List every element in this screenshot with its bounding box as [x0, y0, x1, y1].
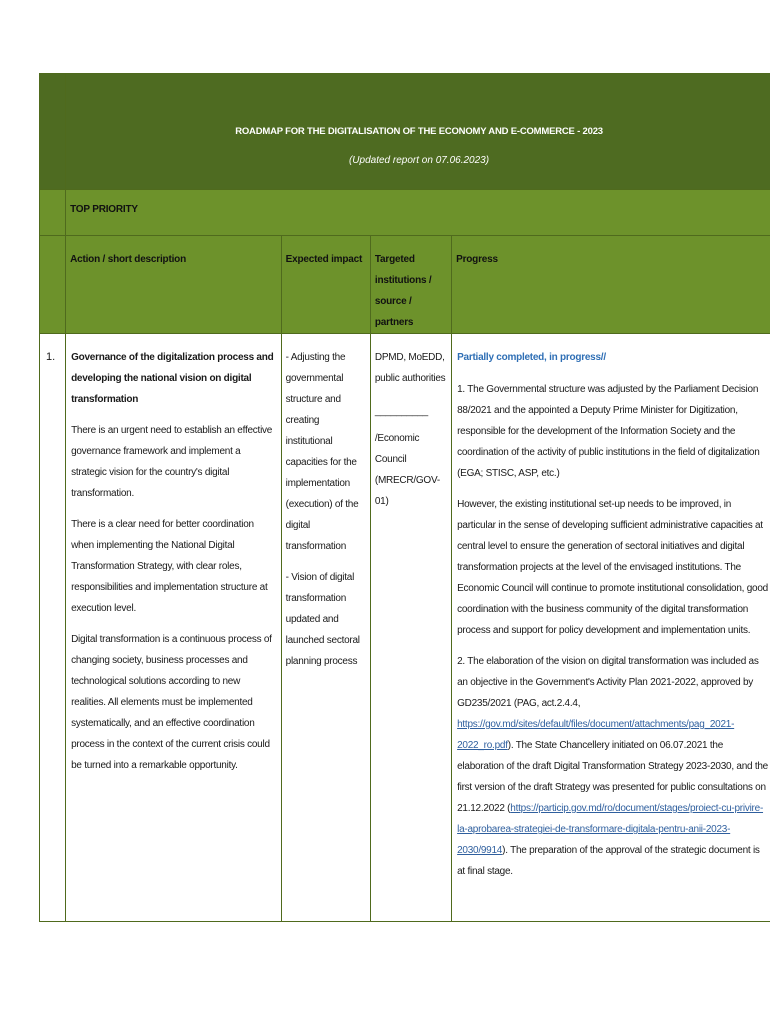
- row-number: 1.: [46, 351, 56, 363]
- document-title: ROADMAP FOR THE DIGITALISATION OF THE ECONOMY AND E-COMMERCE - 2023: [235, 126, 603, 137]
- impact-item: - Adjusting the governmental structure and creating institutional capacities for the implementation (execution) of the digital transformation: [285, 352, 359, 552]
- targeted-cell: [370, 334, 451, 922]
- priority-row: [40, 190, 770, 236]
- progress-text: ). The State Chancellery initiated on 06.07.2021 the elaboration of the draft Digital Transformation Strategy 2023-2030, and the first version of the draft Strategy was presented for public consultations on 21.12.2022 (: [457, 740, 768, 814]
- progress-paragraph: 1. The Governmental structure was adjusted by the Parliament Decision 88/2021 and the appointed a Deputy Prime Minister for Digitization, responsible for the development of the Information Society and the coordination of the activity of public institutions in the field of digitalization (EGA; STISC, ASP, etc.): [457, 384, 760, 479]
- targeted-separator: __________: [374, 406, 428, 417]
- action-title: Governance of the digitalization process and developing the national vision on digital transformation: [71, 352, 274, 405]
- targeted-secondary: /Economic Council (MRECR/GOV-01): [374, 433, 440, 507]
- column-header-row: [40, 236, 770, 334]
- action-paragraph: There is an urgent need to establish an effective governance framework and implement a strategic vision for the country's digital transformation.: [71, 425, 273, 499]
- action-paragraph: There is a clear need for better coordination when implementing the National Digital Transformation Strategy, with clear roles, responsibilities and implementation structure at execution level.: [71, 519, 268, 614]
- action-cell: [66, 334, 282, 922]
- column-header-progress: Progress: [456, 254, 498, 265]
- impact-cell: [281, 334, 370, 922]
- column-header-impact: Expected impact: [285, 254, 363, 265]
- table-row: [40, 334, 770, 922]
- targeted-primary: DPMD, MoEDD, public authorities: [374, 352, 446, 384]
- title-cell: [66, 74, 770, 190]
- progress-paragraph: However, the existing institutional set-up needs to be improved, in particular in the sense of developing sufficient administrative capacities at central level to ensure the generation of sectoral initiatives and digital transformation projects at the level of the envisaged institutions. The Economic Council will continue to promote institutional consolidation, good coordination with the business community of the digital transformation process and support for policy development and implementation units.: [457, 499, 768, 636]
- document-subtitle: (Updated report on 07.06.2023): [348, 155, 490, 166]
- progress-status: Partially completed, in progress//: [457, 352, 606, 363]
- progress-text: 2. The elaboration of the vision on digital transformation was included as an objective in the Government's Activity Plan 2021-2022, approved by GD235/2021 (PAG, act.2.4.4,: [457, 656, 759, 709]
- title-row: [40, 74, 770, 190]
- column-header-targeted: Targeted institutions / source / partners: [374, 254, 432, 328]
- progress-paragraph: [457, 651, 768, 882]
- action-paragraph: Digital transformation is a continuous process of changing society, business processes and technological solutions according to new realities. All elements must be implemented systematically, and an effective coordination process in the context of the current crisis could be turned into a remarkable opportunity.: [71, 634, 272, 771]
- progress-text: ). The preparation of the approval of the strategic document is at final stage.: [457, 845, 760, 877]
- title-left-cell: [40, 74, 66, 190]
- roadmap-table: [39, 73, 770, 922]
- column-header-action: Action / short description: [70, 254, 186, 265]
- impact-item: - Vision of digital transformation updated and launched sectoral planning process: [285, 572, 360, 667]
- progress-cell: [452, 334, 770, 922]
- priority-label: TOP PRIORITY: [70, 204, 138, 215]
- particip-link[interactable]: https://particip.gov.md/ro/document/stages/proiect-cu-privire-la-aprobarea-strategiei-de-transformare-digitala-pentru-anii-2023-2030/9914: [457, 803, 764, 856]
- pag-link[interactable]: https://gov.md/sites/default/files/document/attachments/pag_2021-2022_ro.pdf: [457, 719, 735, 751]
